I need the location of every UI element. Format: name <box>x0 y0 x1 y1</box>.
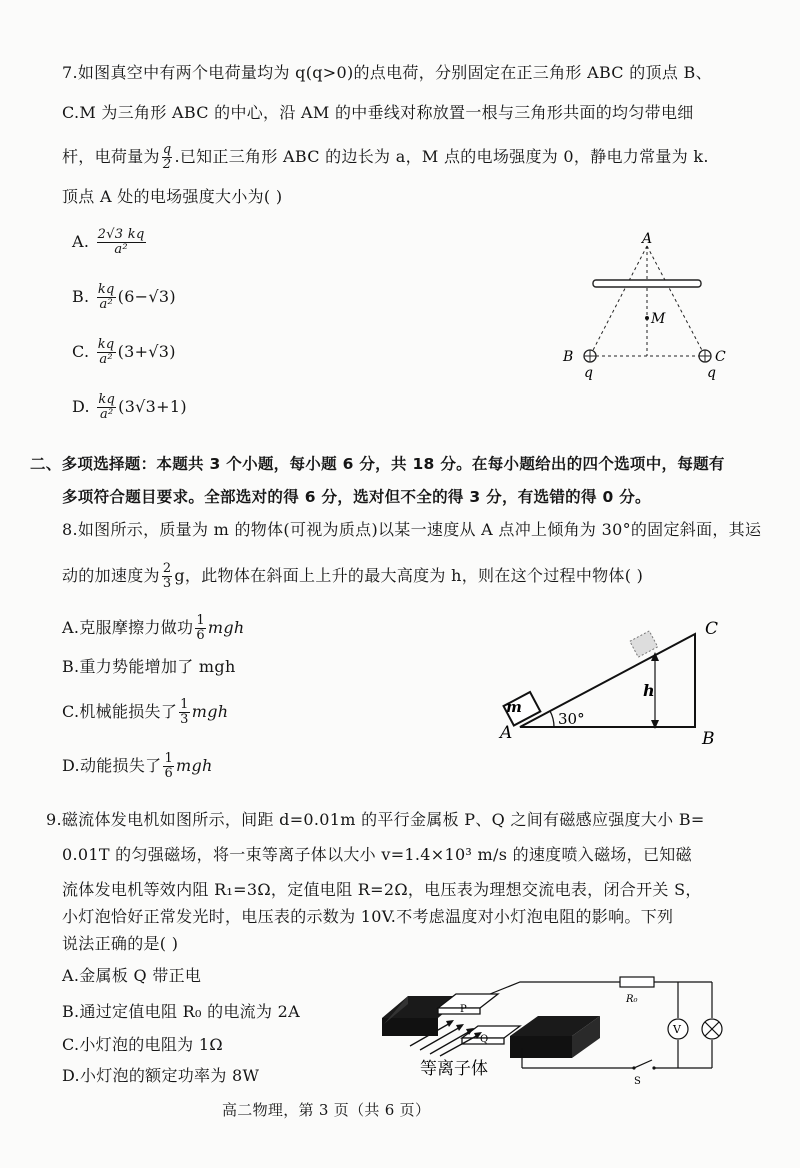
label-qc: q <box>707 365 716 381</box>
label-h: h <box>643 681 655 700</box>
q7-option-a <box>72 228 148 257</box>
option-tail: (3√3+1) <box>118 397 187 416</box>
option-tail: mgh <box>176 756 213 775</box>
frac-numerator: kq <box>98 392 116 407</box>
frac-denominator: 3 <box>162 576 172 591</box>
option-tail: mgh <box>191 702 229 721</box>
frac-denominator: 2 <box>162 157 172 172</box>
label-p: P <box>460 1004 467 1015</box>
q7-option-b <box>72 283 176 312</box>
q8-option-d <box>62 752 213 781</box>
label-plasma: 等离子体 <box>420 1059 488 1079</box>
angle-arc <box>550 711 554 727</box>
option-label: B. <box>72 287 90 306</box>
q9-line5: 说法正确的是( ) <box>62 934 179 953</box>
option-text: C.机械能损失了 <box>62 702 178 721</box>
q8-line1: 8.如图所示，质量为 m 的物体(可视为质点)以某一速度从 A 点冲上倾角为 30°的固定斜面，其运 <box>62 520 762 539</box>
q8-incline-figure <box>492 612 732 752</box>
q9-generator-figure <box>372 966 732 1086</box>
label-v: V <box>673 1023 681 1036</box>
q7-line1: 7.如图真空中有两个电荷量均为 q(q>0)的点电荷，分别固定在正三角形 ABC 的顶点 B、 <box>62 63 712 82</box>
option-tail: (6−√3) <box>117 287 176 306</box>
frac-numerator: 2 <box>162 561 172 576</box>
label-qb: q <box>584 365 593 381</box>
point-m-dot <box>645 316 649 320</box>
frac-numerator: 1 <box>164 751 174 766</box>
option-label: C. <box>72 342 90 361</box>
q8-line2 <box>62 562 643 591</box>
q8-option-b: B.重力势能增加了 mgh <box>62 657 236 676</box>
label-angle: 30° <box>558 710 585 728</box>
section2-line1: 二、多项选择题：本题共 3 个小题，每小题 6 分，共 18 分。在每小题给出的四个选项中，每题有 <box>30 455 725 473</box>
option-label: A. <box>72 232 90 251</box>
switch-s-icon <box>632 1060 655 1070</box>
frac-numerator: kq <box>97 337 115 352</box>
option-text: D.动能损失了 <box>62 756 162 775</box>
label-c: C <box>705 619 719 639</box>
frac-denominator: a² <box>99 407 114 422</box>
label-m: M <box>651 311 666 327</box>
frac-denominator: 6 <box>196 628 205 643</box>
resistor-r0 <box>620 977 654 987</box>
label-c: C <box>715 349 726 365</box>
q8-acc-fraction <box>162 562 173 591</box>
option-fraction <box>97 283 116 312</box>
charge-b-icon <box>584 350 596 362</box>
q9-option-a: A.金属板 Q 带正电 <box>62 966 202 985</box>
q9-option-d: D.小灯泡的额定功率为 8W <box>62 1066 260 1085</box>
frac-denominator: a² <box>99 352 113 367</box>
q8-line2-post: g，此物体在斜面上上升的最大高度为 h，则在这个过程中物体( ) <box>174 566 644 585</box>
q7-line3-pre: 杆，电荷量为 <box>62 147 160 166</box>
q8-option-c <box>62 698 228 727</box>
block-dashed <box>630 631 658 657</box>
frac-denominator: 3 <box>180 712 189 727</box>
q7-triangle-figure <box>555 228 745 388</box>
frac-numerator: 1 <box>180 697 189 712</box>
charged-rod <box>593 280 701 287</box>
q9-line1: 9.磁流体发电机如图所示，间距 d=0.01m 的平行金属板 P、Q 之间有磁感应强度大小 B= <box>46 810 705 829</box>
magnet-lower <box>510 1016 600 1058</box>
frac-denominator: 6 <box>164 766 174 781</box>
label-b: B <box>702 729 715 749</box>
page-footer: 高二物理，第 3 页（共 6 页） <box>222 1101 431 1119</box>
q9-line3: 流体发电机等效内阻 R₁=3Ω，定值电阻 R=2Ω，电压表为理想交流电表，闭合开关 S， <box>62 880 702 899</box>
frac-numerator: kq <box>97 282 115 297</box>
frac-numerator: 2√3 kq <box>97 227 145 242</box>
lamp-icon <box>702 1019 722 1039</box>
q9-line4: 小灯泡恰好正常发光时，电压表的示数为 10V.不考虑温度对小灯泡电阻的影响。下列 <box>62 907 674 926</box>
option-fraction <box>195 614 206 643</box>
q9-line2: 0.01T 的匀强磁场，将一束等离子体以大小 v=1.4×10³ m/s 的速度喷入磁场，已知磁 <box>62 845 692 864</box>
frac-denominator: a² <box>99 297 114 312</box>
option-fraction <box>97 338 116 367</box>
label-a: A <box>500 723 513 743</box>
q9-option-c: C.小灯泡的电阻为 1Ω <box>62 1035 223 1054</box>
option-fraction <box>97 393 116 422</box>
label-s: S <box>634 1076 641 1086</box>
option-fraction <box>97 228 146 257</box>
option-fraction <box>163 752 174 781</box>
frac-denominator: a² <box>114 242 128 257</box>
q7-line3 <box>62 143 709 172</box>
frac-numerator: 1 <box>196 613 205 628</box>
q7-line2: C.M 为三角形 ABC 的中心，沿 AM 的中垂线对称放置一根与三角形共面的均匀带电细 <box>62 103 694 122</box>
label-r0: R₀ <box>626 994 638 1005</box>
q7-option-d <box>72 393 187 422</box>
frac-numerator: q <box>162 142 172 157</box>
label-block-m: m <box>506 698 522 716</box>
section2-line2: 多项符合题目要求。全部选对的得 6 分，选对但不全的得 3 分，有选错的得 0 分。 <box>62 488 651 506</box>
label-q: Q <box>480 1034 489 1045</box>
q8-option-a <box>62 614 245 643</box>
q9-option-b: B.通过定值电阻 R₀ 的电流为 2A <box>62 1002 300 1021</box>
q7-line3-post: .已知正三角形 ABC 的边长为 a，M 点的电场强度为 0，静电力常量为 k. <box>174 147 709 166</box>
option-tail: (3+√3) <box>117 342 176 361</box>
label-a: A <box>642 231 653 247</box>
option-label: D. <box>72 397 90 416</box>
option-tail: mgh <box>207 618 245 637</box>
charge-c-icon <box>699 350 711 362</box>
option-fraction <box>179 698 190 727</box>
q7-line4: 顶点 A 处的电场强度大小为( ) <box>62 187 283 206</box>
option-text: A.克服摩擦力做功 <box>62 618 194 637</box>
q7-charge-fraction <box>162 143 173 172</box>
q8-line2-pre: 动的加速度为 <box>62 566 160 585</box>
label-b: B <box>563 349 574 365</box>
q7-option-c <box>72 338 176 367</box>
